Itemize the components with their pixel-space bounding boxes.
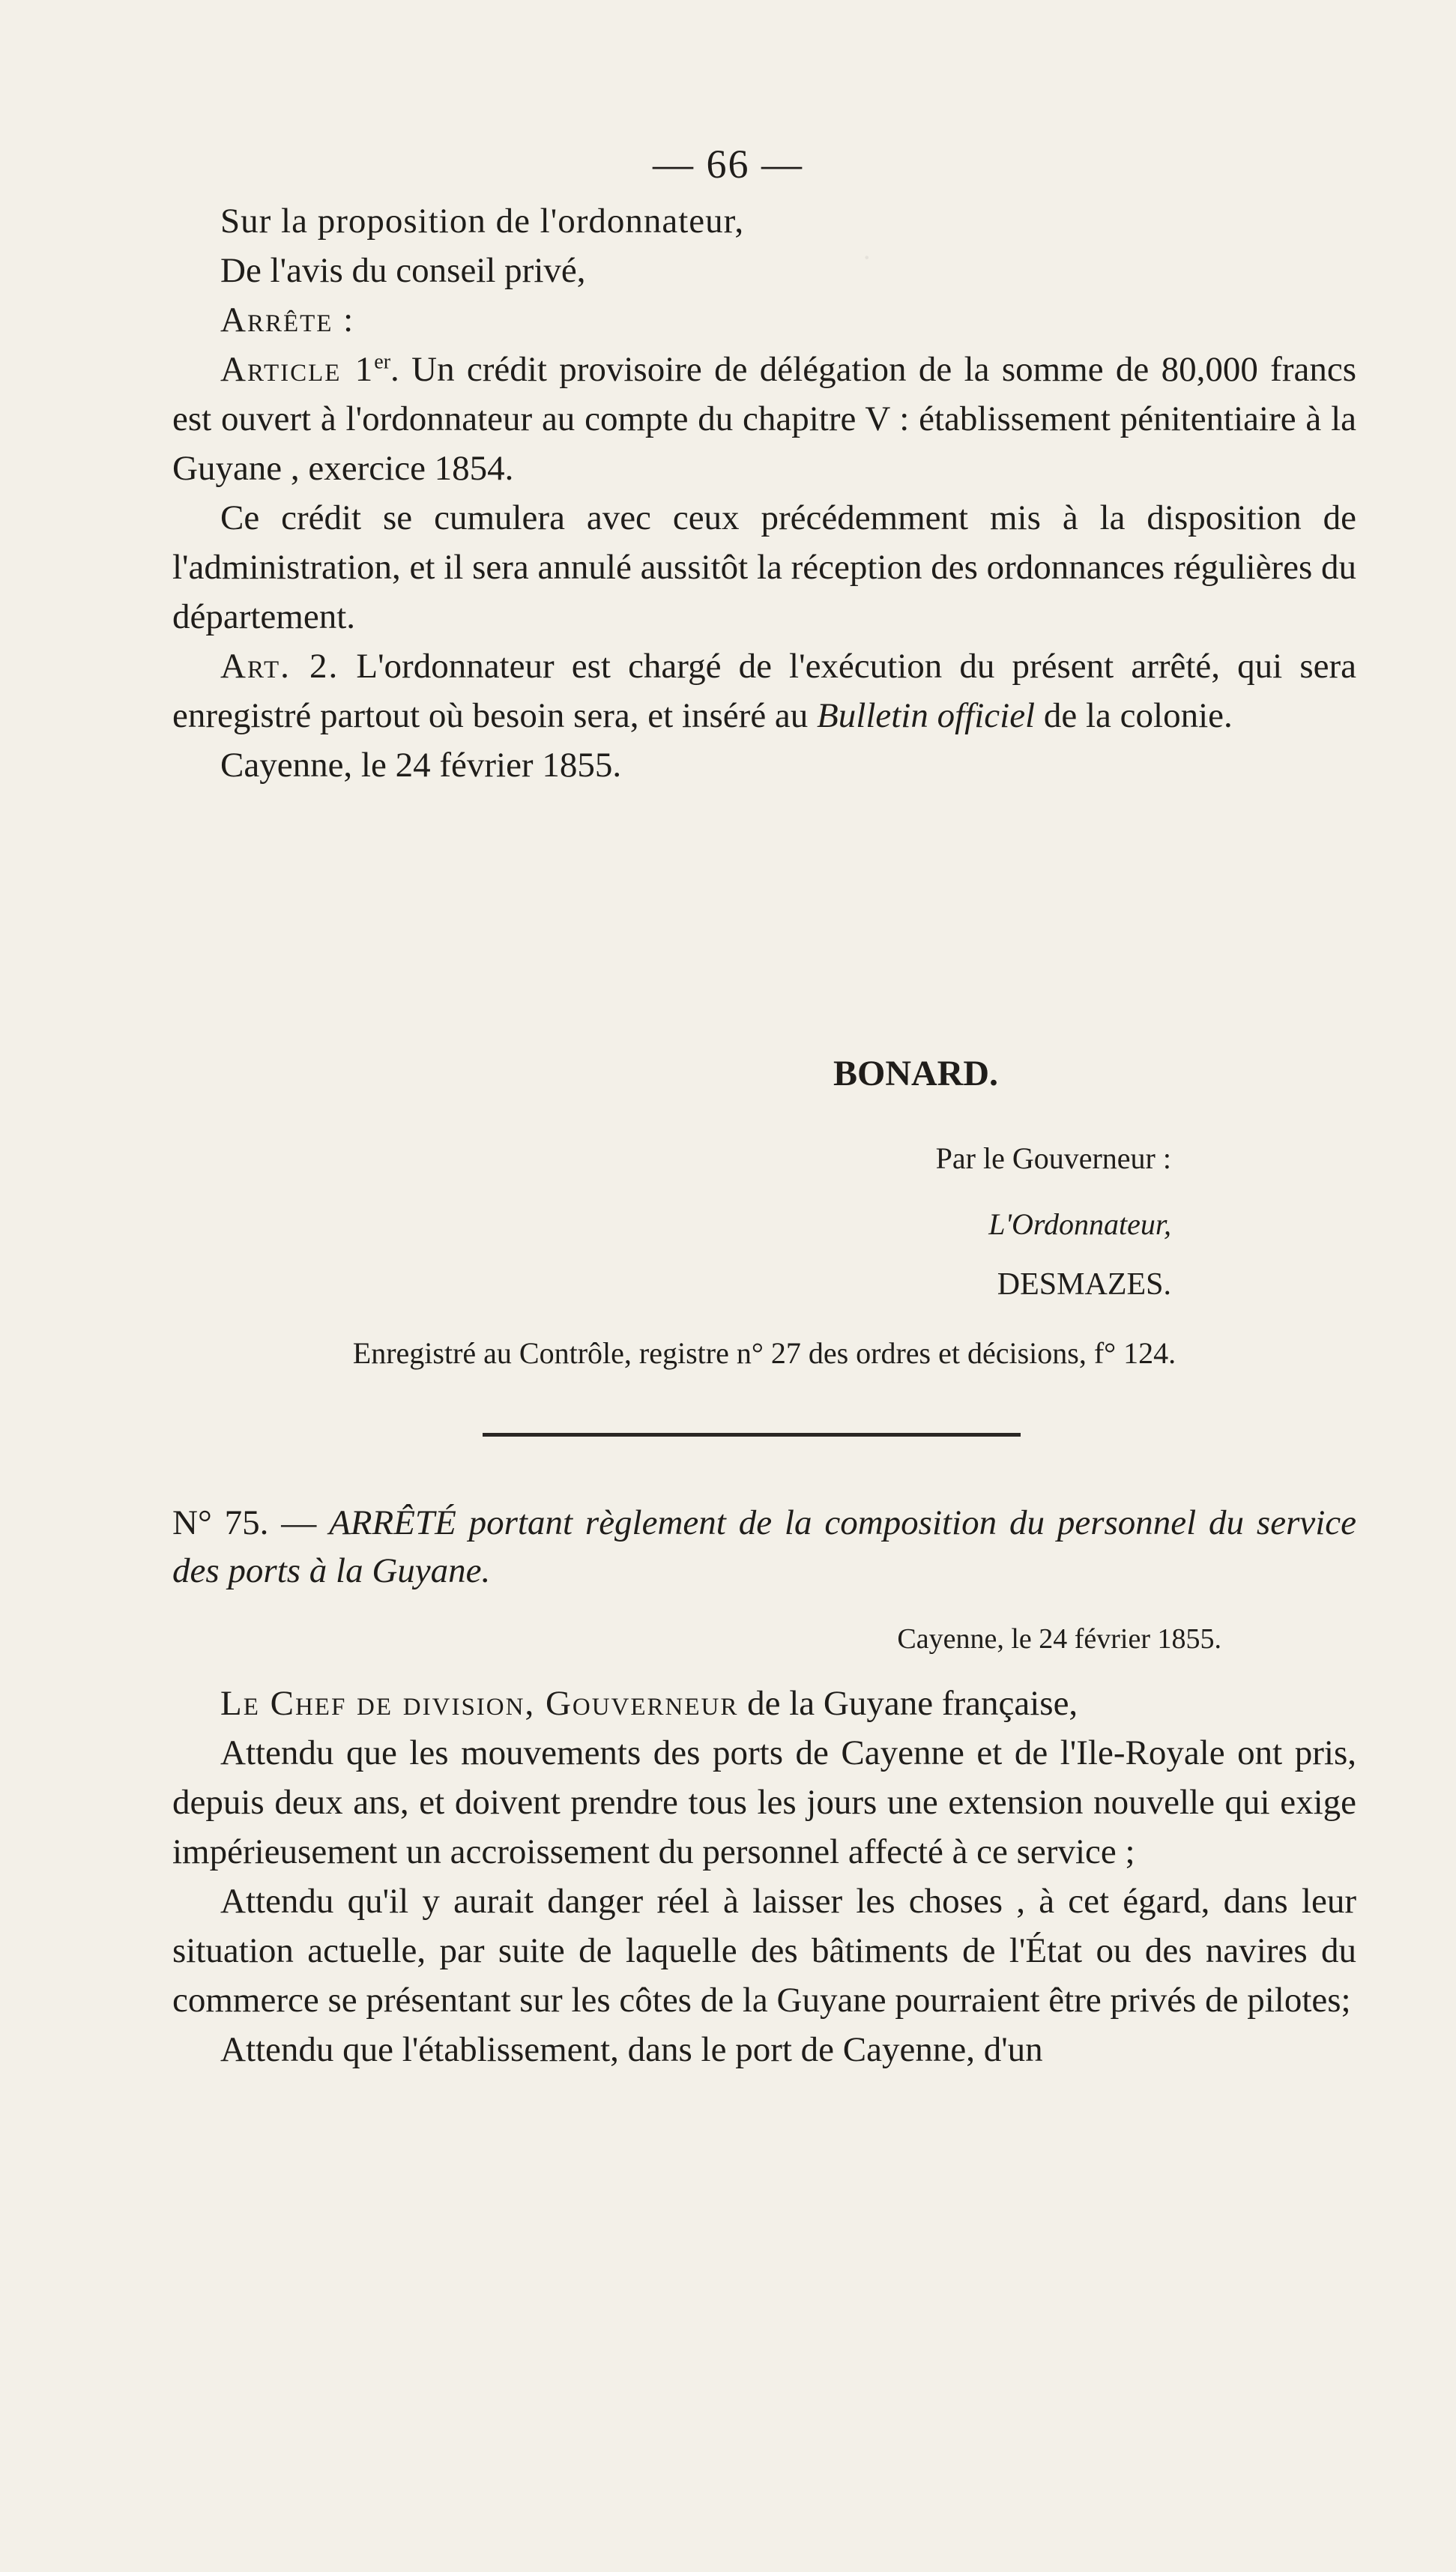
attendu-1-text: Attendu que les mouvements des ports de Cayenne et de l'Ile-Royale ont pris, depuis deux ans, et doivent prendre tous les jours une extension nouvelle qui exige impérieusement un accroissement du personnel affecté à ce service ; — [172, 1733, 1356, 1871]
main-text — [172, 196, 1356, 790]
bleed-through: · — [862, 241, 872, 274]
attendu-2 — [172, 1877, 1356, 2025]
signature-name: BONARD. — [833, 1054, 999, 1093]
chef-tail: de la Guyane française, — [738, 1684, 1078, 1723]
paragraph — [172, 740, 1356, 790]
paragraph — [172, 493, 1356, 642]
article-2-label: Art. 2. — [220, 647, 339, 686]
chef-title: Le Chef de division, Gouverneur — [220, 1684, 739, 1723]
date-line: Cayenne, le 24 février 1855. — [220, 746, 622, 785]
article-2-text-a: L'ordonnateur est chargé de l'exécution du présent arrêté, qui sera enregistré partout où besoin sera, et inséré au — [172, 647, 1356, 735]
article-2-text-b: de la colonie. — [1035, 696, 1233, 735]
section-divider — [483, 1433, 1021, 1437]
cumul-text: Ce crédit se cumulera avec ceux précédemment mis à la disposition de l'administration, et il sera annulé aussitôt la réception des ordonnances régulières du département. — [172, 498, 1356, 636]
bulletin-officiel-title: Bulletin officiel — [817, 696, 1036, 735]
article-2 — [172, 642, 1356, 740]
proposition-line: Sur la proposition de l'ordonnateur, — [220, 202, 745, 241]
title-dash: — — [268, 1503, 330, 1542]
attendu-3-text: Attendu que l'établissement, dans le port de Cayenne, d'un — [220, 2030, 1043, 2069]
signature-name-2: DESMAZES. — [997, 1267, 1171, 1302]
paragraph — [172, 246, 1356, 295]
attendu-2-text: Attendu qu'il y aurait danger réel à laisser les choses , à cet égard, dans leur situation actuelle, par suite de laquelle des bâtiments de l'État ou des navires du commerce se présentant sur les côtes de la Guyane pourraient être privés de pilotes; — [172, 1882, 1356, 2020]
article-1 — [172, 345, 1356, 493]
avis-line: De l'avis du conseil privé, — [220, 251, 586, 290]
arrete-75-body — [172, 1679, 1356, 2074]
attendu-3 — [172, 2025, 1356, 2074]
article-1-superscript: er — [374, 350, 391, 374]
registration-note: Enregistré au Contrôle, registre n° 27 des ordres et décisions, f° 124. — [352, 1336, 1176, 1370]
signature-role: L'Ordonnateur, — [988, 1207, 1171, 1241]
arrete-heading: Arrête : — [220, 301, 355, 339]
signature-by: Par le Gouverneur : — [935, 1141, 1171, 1175]
paragraph — [172, 295, 1356, 345]
arrete-75-title — [172, 1499, 1356, 1595]
arrete-number: N° 75. — [172, 1503, 269, 1542]
page-number: — 66 — — [653, 142, 803, 187]
article-1-label: Article 1 — [220, 350, 375, 389]
article-1-text: . Un crédit provisoire de délégation de la somme de 80,000 francs est ouvert à l'ordonnateur au compte du chapitre V : établissement pénitentiaire à la Guyane , exercice 1854. — [172, 350, 1356, 488]
place-date: Cayenne, le 24 février 1855. — [897, 1623, 1221, 1655]
preamble — [172, 1679, 1356, 1728]
arrete-title: ARRÊTÉ portant règlement de la composition du personnel du service des ports à la Guyane. — [172, 1503, 1357, 1590]
attendu-1 — [172, 1728, 1356, 1877]
paragraph — [172, 196, 1356, 246]
